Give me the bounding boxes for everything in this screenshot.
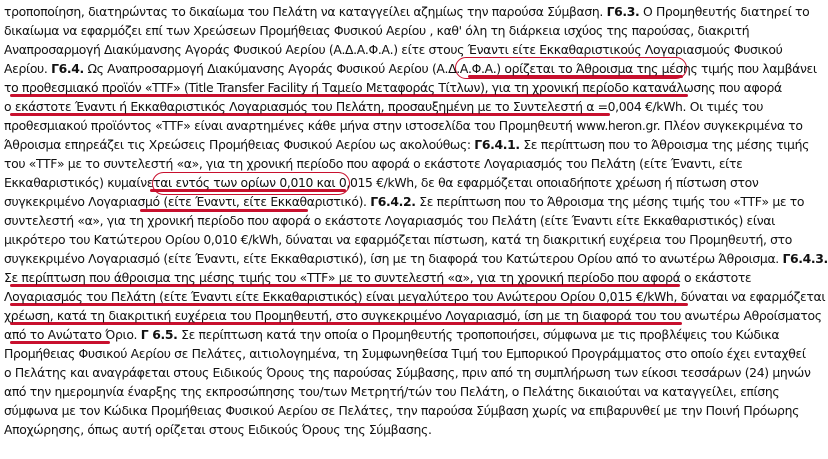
text-line bbox=[4, 116, 803, 135]
text-line bbox=[4, 363, 811, 382]
text-run: από την ημερομηνία έναρξης της εκπροσώπησης του/των Μετρητή/τών του Πελάτη, ο Πελάτης δικαιούται να καταγγείλει, επίσης bbox=[4, 384, 780, 399]
text-run: συντελεστή «α», για τη χρονική περίοδο που αφορά ο εκάστοτε Λογαριασμός του Πελάτη (είτε Έναντι είτε Εκκαθαριστικός) είναι bbox=[4, 213, 775, 228]
text-run: συγκεκριμένο Λογαριασμό (είτε Έναντι, είτε Εκκαθαριστικό), ίση με τη διαφορά του Κατώτερου Ορίου από το ανωτέρω Άθροισμα. bbox=[4, 251, 783, 266]
text-run: Σε περίπτωση κατά την οποία ο Προμηθευτής τροποποιήσει, σύμφωνα με τις προβλέψεις του Κώδικα bbox=[177, 327, 780, 342]
text-line bbox=[4, 211, 775, 230]
text-line bbox=[4, 230, 792, 249]
text-line bbox=[4, 40, 783, 59]
text-run: σύμφωνα με τον Κώδικα Προμήθειας Φυσικού Αερίου σε Πελάτες, την παρούσα Σύμβαση χωρίς να επιβαρυνθεί με την Ποινή Πρόωρης bbox=[4, 403, 799, 418]
text-run: από το Ανώτατο Όριο. bbox=[4, 327, 141, 342]
text-run: ο εκάστοτε Έναντι ή Εκκαθαριστικός Λογαριασμός του Πελάτη, προσαυξημένη με το Συντελεστή α =0,004 €/kWh. Οι τιμές του bbox=[4, 99, 764, 114]
text-run: Σε περίπτωση που άθροισμα της μέσης τιμής του «TTF» με το συντελεστή «α», για τη χρονική περίοδο που αφορά ο εκάστοτε bbox=[4, 270, 752, 285]
text-line bbox=[4, 135, 809, 154]
text-run: Προμήθειας Φυσικού Αερίου σε Πελάτες, αιτιολογημένα, τη Συμφωνηθείσα Τιμή του Εμπορικού Προγράμματος στο οποίο έχει ενταχθεί bbox=[4, 346, 806, 361]
text-line bbox=[4, 382, 780, 401]
text-run: Σε περίπτωση που το Άθροισμα της μέσης τιμής bbox=[519, 137, 809, 152]
text-run: Αναπροσαρμογή Διακύμανσης Αγοράς Φυσικού Αερίου (Α.Δ.Α.Φ.Α.) είτε στους Έναντι είτε Εκκαθαριστικούς Λογαριασμούς Φυσικού bbox=[4, 42, 783, 57]
text-run: χρέωση, κατά τη διακριτική ευχέρεια του Προμηθευτή, στο συγκεκριμένο Λογαριασμό, ίση με τη διαφορά του του ανωτέρω Αθροίσματος bbox=[4, 308, 822, 323]
text-line bbox=[4, 268, 752, 287]
text-run: τροποποίηση, διατηρώντας το δικαίωμα του Πελάτη να καταγγείλει αζημίως την παρούσα Σύμβαση. bbox=[4, 4, 607, 19]
text-line bbox=[4, 2, 810, 21]
text-line bbox=[4, 78, 782, 97]
text-line bbox=[4, 59, 817, 78]
text-run: το προθεσμιακό προϊόν «TTF» (Title Transfer Facility ή Ταμείο Μεταφοράς Τίτλων), για τη χρονική περίοδο κατανάλωσης που αφορά bbox=[4, 80, 782, 95]
section-number: Γ6.4.1. bbox=[474, 137, 520, 152]
text-line bbox=[4, 249, 828, 268]
text-run: Λογαριασμός του Πελάτη (είτε Έναντι είτε Εκκαθαριστικός) είναι μεγαλύτερο του Ανώτερου Ορίου 0,015 €/kWh, δύναται να εφαρμόζεται bbox=[4, 289, 826, 304]
text-line bbox=[4, 287, 826, 306]
section-number: Γ 6.5. bbox=[140, 327, 178, 342]
text-run: Ως Αναπροσαρμογή Διακύμανσης Αγοράς Φυσικού Αερίου (Α.Δ.Α.Φ.Α.) ορίζεται το Άθροισμα της μέσης τιμής που λαμβάνει bbox=[83, 61, 817, 76]
text-line bbox=[4, 97, 764, 116]
text-line bbox=[4, 173, 759, 192]
text-line bbox=[4, 401, 799, 420]
text-line bbox=[4, 344, 806, 363]
text-run: Άθροισμα επηρεάζει τις Χρεώσεις Προμήθειας Φυσικού Αερίου ως ακολούθως: bbox=[4, 137, 475, 152]
text-line bbox=[4, 306, 822, 325]
text-line bbox=[4, 21, 750, 40]
text-run: προθεσμιακού προϊόντος «TTF» είναι αναρτημένες κάθε μήνα στην ιστοσελίδα του Προμηθευτή www.heron.gr. Πλέον συγκεκριμένα το bbox=[4, 118, 803, 133]
text-run: Ο Προμηθευτής διατηρεί το bbox=[639, 4, 810, 19]
section-number: Γ6.3. bbox=[606, 4, 640, 19]
text-line bbox=[4, 325, 780, 344]
text-run: ο Πελάτης και αναγράφεται στους Ειδικούς Όρους της παρούσας Σύμβασης, πριν από τη συμπλήρωση των είκοσι τεσσάρων (24) μηνών bbox=[4, 365, 811, 380]
text-run: Αερίου. bbox=[4, 61, 52, 76]
section-number: Γ6.4.3. bbox=[782, 251, 828, 266]
text-run: συγκεκριμένο Λογαριασμό (είτε Έναντι, είτε Εκκαθαριστικό). bbox=[4, 194, 371, 209]
text-run: του «TTF» με το συντελεστή «α», για τη χρονική περίοδο που αφορά ο εκάστοτε Λογαριασμός του Πελάτη (είτε Έναντι, είτε bbox=[4, 156, 743, 171]
text-run: μικρότερο του Κατώτερου Ορίου 0,010 €/kWh, δύναται να εφαρμόζεται πίστωση, κατά τη διακριτική ευχέρεια του Προμηθευτή, στο bbox=[4, 232, 792, 247]
section-number: Γ6.4.2. bbox=[370, 194, 416, 209]
text-run: Σε περίπτωση που το Άθροισμα της μέσης τιμής του «TTF» με το bbox=[415, 194, 805, 209]
text-line bbox=[4, 192, 805, 211]
text-run: Αποχώρησης, όπως αυτή ορίζεται στους Ειδικούς Όρους της Σύμβασης. bbox=[4, 422, 432, 437]
text-run: δικαίωμα να εφαρμόζει επί των Χρεώσεων Προμήθειας Φυσικού Αερίου , καθ' όλη τη διάρκεια ισχύος της παρούσας, διακριτή bbox=[4, 23, 750, 38]
text-line bbox=[4, 154, 743, 173]
section-number: Γ6.4. bbox=[51, 61, 84, 76]
text-line bbox=[4, 420, 686, 439]
text-run: Εκκαθαριστικός) κυμαίνεται εντός των ορίων 0,010 και 0,015 €/kWh, δε θα εφαρμόζεται οποιαδήποτε χρέωση ή πίστωση στον bbox=[4, 175, 759, 190]
